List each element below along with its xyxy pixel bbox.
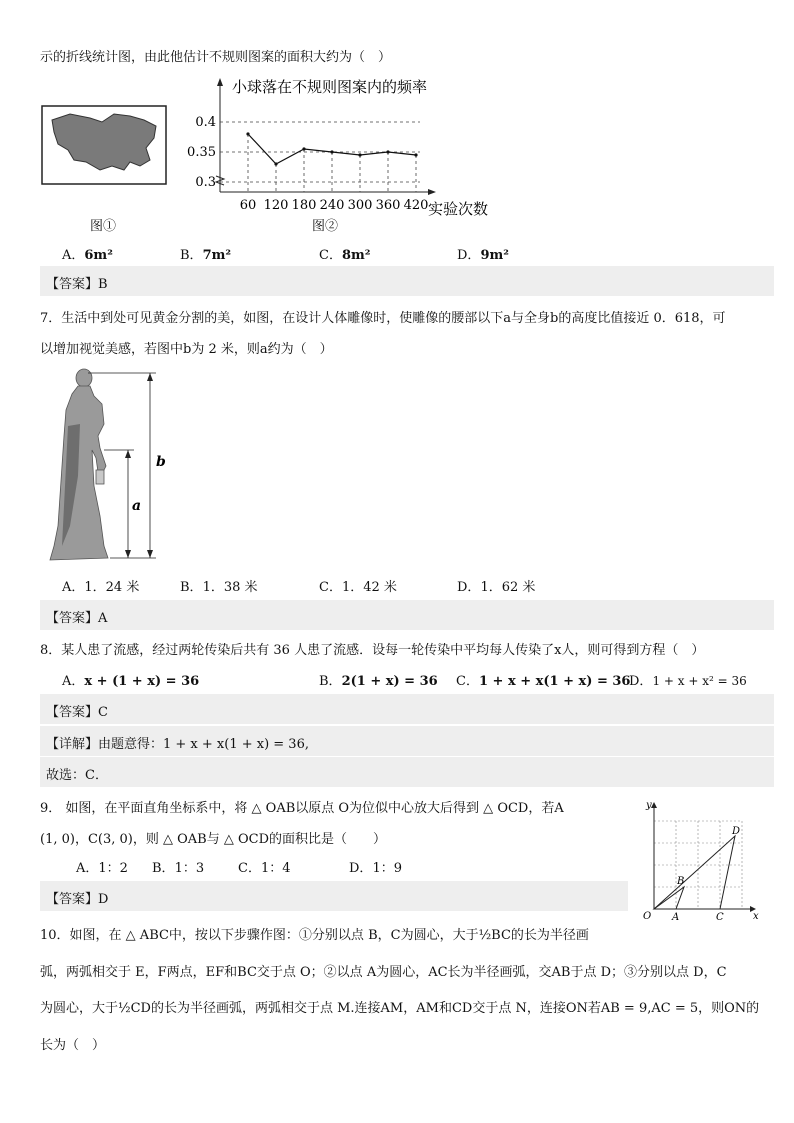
q8-conclusion: 故选：C． [46,768,108,783]
axis-break-mark [216,176,224,185]
q8-answer: 【答案】C [46,705,108,720]
q6-line-chart [187,72,500,222]
y-tick-label: 0.4 [195,115,216,130]
data-point [358,153,361,156]
data-point [386,150,389,153]
y-axis-arrow [651,802,657,808]
q9-option-c: C．1：4 [238,861,291,876]
x-tick-label: 360 [375,198,401,213]
q6-answer: 【答案】B [46,277,108,292]
a-arrow-bottom [125,550,131,558]
x-tick-label: 60 [239,198,257,213]
label-a: A [672,912,680,923]
x-axis-label: 实验次数 [428,200,489,218]
q9-answer: 【答案】D [46,892,109,907]
q8-answer-box [40,694,774,724]
x-tick-label: 300 [347,198,373,213]
x-tick-label: 240 [319,198,345,213]
label-x: x [753,911,759,922]
q8-conclusion-box [40,757,774,787]
q7-line-1: 7．生活中到处可见黄金分割的美，如图，在设计人体雕像时，使雕像的腰部以下a与全身b的高度比值接近 0．618，可 [40,311,726,326]
q10-line-4: 长为（ ） [40,1038,106,1053]
triangle-ocd [654,836,735,909]
q7-option-d: D．1．62 米 [457,580,536,595]
q6-option-b: B．7m² [180,248,232,263]
q8-detail: 【详解】由题意得：1 + x + x(1 + x) = 36, [46,737,309,752]
q10-line-2: 弧，两弧相交于 E，F两点，EF和BC交于点 O；②以点 A为圆心，AC长为半径画弧，交AB于点 D；③分别以点 D，C [40,965,727,980]
x-tick-label: 180 [291,198,317,213]
q6-option-a: A．6m² [62,248,113,263]
label-d: D [732,826,741,837]
data-point [330,150,333,153]
b-arrow-bottom [147,550,153,558]
data-point [414,153,417,156]
q9-line-1: 9． 如图，在平面直角坐标系中，将 △ OAB以原点 O为位似中心放大后得到 △ OCD，若A [40,801,564,816]
q9-coordinate-figure [640,796,764,924]
y-tick-label: 0.35 [187,145,216,160]
q7-answer: 【答案】A [46,611,108,626]
x-axis-arrow [428,189,436,195]
x-tick-label: 120 [263,198,289,213]
data-point [274,162,277,165]
label-c: C [716,912,724,923]
q10-line-3: 为圆心，大于½CD的长为半径画弧，两弧相交于点 M.连接AM，AM和CD交于点 N，连接ON若AB = 9,AC = 5，则ON的 [40,1001,760,1016]
q6-fig2-caption: 图② [312,219,339,234]
a-arrow-top [125,450,131,458]
q8-detail-box [40,726,774,756]
x-tick-label: 420 [403,198,429,213]
q9-line-2: (1, 0)，C(3, 0)，则 △ OAB与 △ OCD的面积比是（ ） [40,832,386,847]
q6-figure-1 [40,104,170,186]
triangle-oab [654,887,684,909]
label-b: b [156,454,166,470]
label-y: y [646,800,652,811]
q6-option-d: D．9m² [457,248,509,263]
q9-option-a: A．1：2 [76,861,128,876]
q6-intro: 示的折线统计图，由此他估计不规则图案的面积大约为（ ） [40,50,392,65]
b-arrow-top [147,373,153,381]
q7-option-c: C．1．42 米 [319,580,397,595]
q7-statue-figure [40,366,190,566]
label-b: B [677,876,685,887]
q8-option-d: D．1 + x + x² = 36 [629,674,747,689]
q10-line-1: 10．如图，在 △ ABC中，按以下步骤作图：①分别以点 B，C为圆心，大于½BC的长为半径画 [40,928,589,943]
q8-option-b: B．2(1 + x) = 36 [319,674,438,689]
statue-silhouette [50,369,108,560]
irregular-shape [52,114,156,170]
q6-answer-box [40,266,774,296]
q6-option-c: C．8m² [319,248,371,263]
q9-option-b: B．1：3 [152,861,205,876]
q9-option-d: D．1：9 [349,861,402,876]
chart-title: 小球落在不规则图案内的频率 [232,78,428,96]
q7-option-a: A．1．24 米 [62,580,140,595]
data-point [246,132,249,135]
q9-answer-box [40,881,628,911]
data-point [302,147,305,150]
q8-line-1: 8．某人患了流感，经过两轮传染后共有 36 人患了流感．设每一轮传染中平均每人传染了x人，则可得到方程（ ） [40,643,705,658]
q6-fig1-caption: 图① [90,219,117,234]
q7-answer-box [40,600,774,630]
y-tick-label: 0.3 [195,175,216,190]
statue-vase [96,470,104,484]
q8-option-c: C．1 + x + x(1 + x) = 36 [456,674,631,689]
q8-option-a: A．x + (1 + x) = 36 [62,674,200,689]
label-o: O [643,911,652,922]
label-a: a [132,498,142,514]
q7-line-2: 以增加视觉美感，若图中b为 2 米，则a约为（ ） [40,342,333,357]
q7-option-b: B．1．38 米 [180,580,258,595]
y-axis-arrow [217,78,223,86]
